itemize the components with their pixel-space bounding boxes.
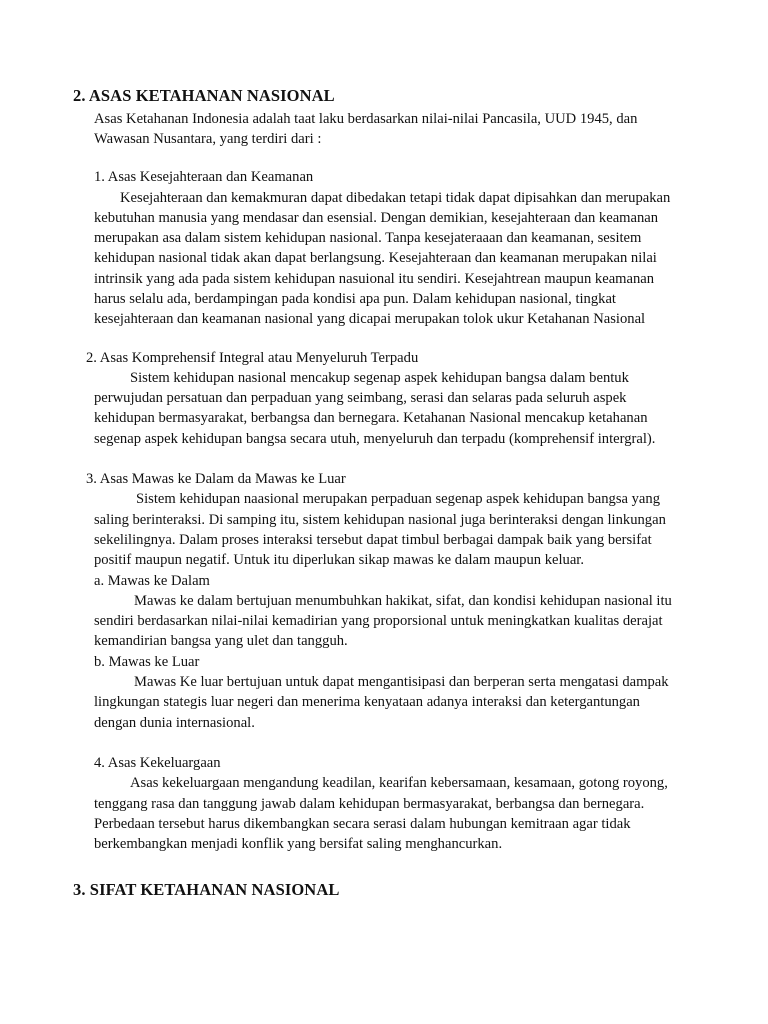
section-asas-komprehensif xyxy=(73,348,672,449)
closing-heading: 3. SIFAT KETAHANAN NASIONAL xyxy=(73,880,340,900)
section-body: Kesejahteraan dan kemakmuran dapat dibedakan tetapi tidak dapat dipisahkan dan merupakan kebutuhan manusia yang mendasar dan esensial. Dengan demikian, kesejahteraan dan keamanan merupakan asa dalam sistem kehidupan nasional. Tanpa kesejateraaan dan keamanan, sesitem kehidupan nasional tidak akan dapat berlangsung. Kesejahteraan dan keamanan merupakan nilai intrinsik yang ada pada sistem kehidupan nasuional itu sendiri. Kesejahtrean maupun keamanan harus selalu ada, berdampingan pada kondisi apa pun. Dalam kehidupan nasional, tingkat kesejahteraan dan keamanan nasional yang dicapai merupakan tolok ukur Ketahanan Nasional xyxy=(94,189,671,328)
section-body: Sistem kehidupan nasional mencakup segenap aspek kehidupan bangsa dalam bentuk perwujudan persatuan dan perpaduan yang seimbang, serasi dan selaras pada seluruh aspek kehidupan bermasyarakat, berbangsa dan bernegara. Ketahanan Nasional mencakup ketahanan segenap aspek kehidupan bangsa secara utuh, menyeluruh dan terpadu (komprehensif intergral). xyxy=(94,369,656,447)
subsection-title-mawas-ke-luar: b. Mawas ke Luar xyxy=(94,653,200,670)
section-title: 2. Asas Komprehensif Integral atau Menyeluruh Terpadu xyxy=(86,349,419,366)
intro-paragraph: Asas Ketahanan Indonesia adalah taat laku berdasarkan nilai-nilai Pancasila, UUD 1945, dan Wawasan Nusantara, yang terdiri dari : xyxy=(94,110,638,147)
spacer xyxy=(73,449,672,469)
section-title: 3. Asas Mawas ke Dalam da Mawas ke Luar xyxy=(86,471,346,488)
spacer xyxy=(73,733,672,753)
page-title: 2. ASAS KETAHANAN NASIONAL xyxy=(73,86,335,105)
spacer xyxy=(73,149,672,167)
spacer xyxy=(73,330,672,348)
subsection-body-mawas-ke-luar: Mawas Ke luar bertujuan untuk dapat mengantisipasi dan berperan serta mengatasi dampak lingkungan stategis luar negeri dan menerima kenyataan adanya interaksi dan ketergantungan dengan dunia internasional. xyxy=(94,674,669,731)
subsection-title-mawas-ke-dalam: a. Mawas ke Dalam xyxy=(94,572,210,589)
section-body: Sistem kehidupan naasional merupakan perpaduan segenap aspek kehidupan bangsa yang saling berinteraksi. Di samping itu, sistem kehidupan nasional juga berinteraksi dengan linkungan sekelilingnya. Dalam proses interaksi tersebut dapat timbul berbagai dampak baik yang bersifat positif maupun negatif. Untuk itu diperlukan sikap mawas ke dalam maupun keluar. xyxy=(94,491,666,569)
section-asas-kekeluargaan xyxy=(73,753,672,854)
subsection-body-mawas-ke-dalam: Mawas ke dalam bertujuan menumbuhkan hakikat, sifat, dan kondisi kehidupan nasional itu sendiri berdasarkan nilai-nilai kemadirian yang proporsional untuk meningkatkan kualitas derajat kemandirian bangsa yang ulet dan tangguh. xyxy=(94,592,672,650)
section-title: 4. Asas Kekeluargaan xyxy=(94,754,221,771)
section-asas-kesejahteraan xyxy=(73,167,672,329)
section-asas-mawas xyxy=(73,469,672,733)
section-body: Asas kekeluargaan mengandung keadilan, kearifan kebersamaan, kesamaan, gotong royong, tenggang rasa dan tanggung jawab dalam kehidupan bermasyarakat, berbangsa dan bernegara. Perbedaan tersebut harus dikembangkan secara serasi dalam hubungan kemitraan agar tidak berkembangkan menjadi konflik yang bersifat saling menghancurkan. xyxy=(94,775,668,853)
section-title: 1. Asas Kesejahteraan dan Keamanan xyxy=(94,169,314,186)
